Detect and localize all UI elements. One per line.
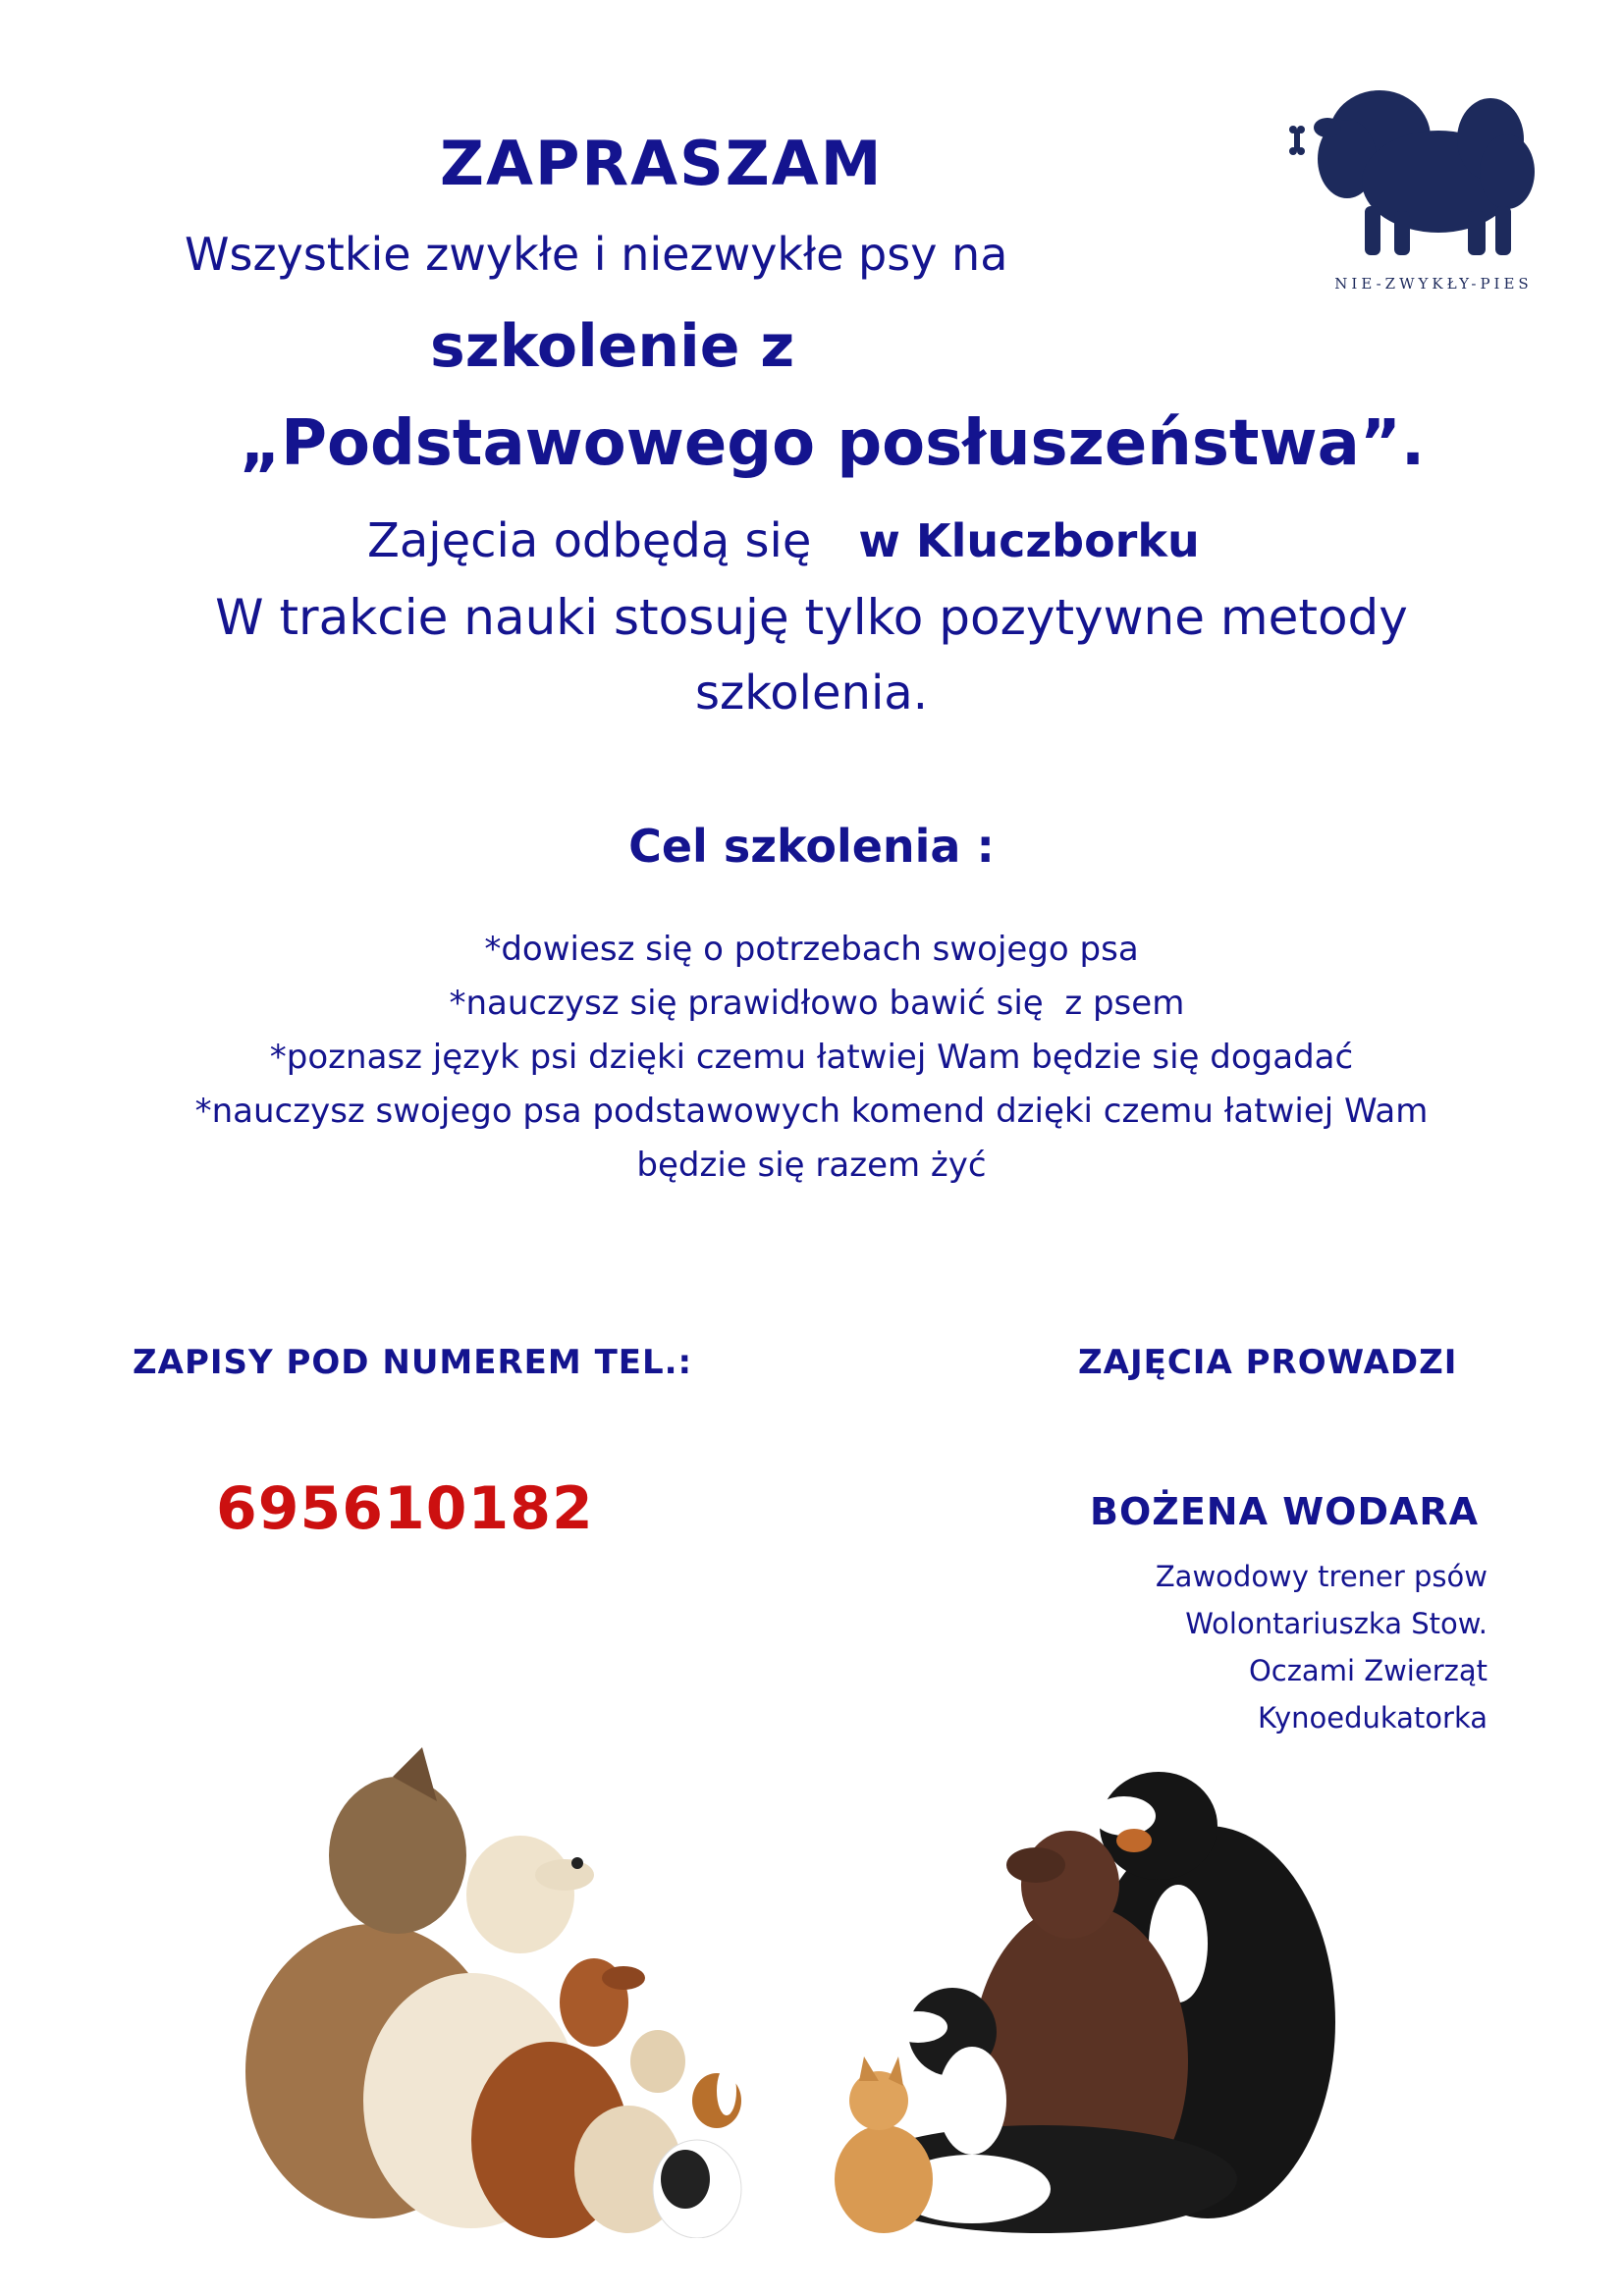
goal-item: *dowiesz się o potrzebach swojego psa — [484, 930, 1139, 969]
methods-line-2: szkolenia. — [695, 666, 928, 721]
goal-item: będzie się razem żyć — [636, 1146, 987, 1185]
trainer-name: BOŻENA WODARA — [1090, 1490, 1480, 1533]
logo — [1257, 69, 1610, 363]
trainer-info — [1156, 1553, 1488, 1741]
invite-heading: ZAPRASZAM — [440, 128, 884, 199]
logo-text: NIE-ZWYKŁY-PIES — [1334, 275, 1533, 293]
phone-number: 695610182 — [216, 1474, 594, 1543]
dogs-group-right-image — [825, 1747, 1375, 2238]
trainer-label: ZAJĘCIA PROWADZI — [1078, 1343, 1458, 1382]
trainer-info-line: Wolontariuszka Stow. — [1185, 1607, 1488, 1640]
dog-silhouette-icon — [1257, 69, 1610, 275]
dog-pomeranian — [835, 2056, 933, 2233]
trainer-info-line: Oczami Zwierząt — [1248, 1654, 1488, 1687]
dogs-group-left-image — [226, 1747, 776, 2238]
invite-subline: Wszystkie zwykłe i niezwykłe psy na — [185, 228, 1008, 281]
methods-line-1: W trakcie nauki stosuję tylko pozytywne metody — [215, 589, 1408, 646]
goal-item: *nauczysz się prawidłowo bawić się z psem — [438, 984, 1185, 1023]
goal-list — [0, 923, 1623, 1193]
goal-item: *nauczysz swojego psa podstawowych komend dzięki czemu łatwiej Wam — [194, 1092, 1429, 1131]
goal-heading: Cel szkolenia : — [628, 820, 995, 873]
trainer-info-line: Kynoedukatorka — [1258, 1701, 1488, 1735]
training-heading: szkolenie z — [430, 312, 795, 381]
trainer-info-line: Zawodowy trener psów — [1155, 1560, 1488, 1593]
course-title: „Podstawowego posłuszeństwa”. — [240, 407, 1426, 480]
goal-item: *poznasz język psi dzięki czemu łatwiej Wam będzie się dogadać — [269, 1038, 1354, 1077]
location-place: w Kluczborku — [858, 514, 1200, 567]
signup-label: ZAPISY POD NUMEREM TEL.: — [133, 1343, 693, 1382]
location-prefix: Zajęcia odbędą się — [367, 513, 812, 568]
location-line — [367, 513, 1200, 568]
